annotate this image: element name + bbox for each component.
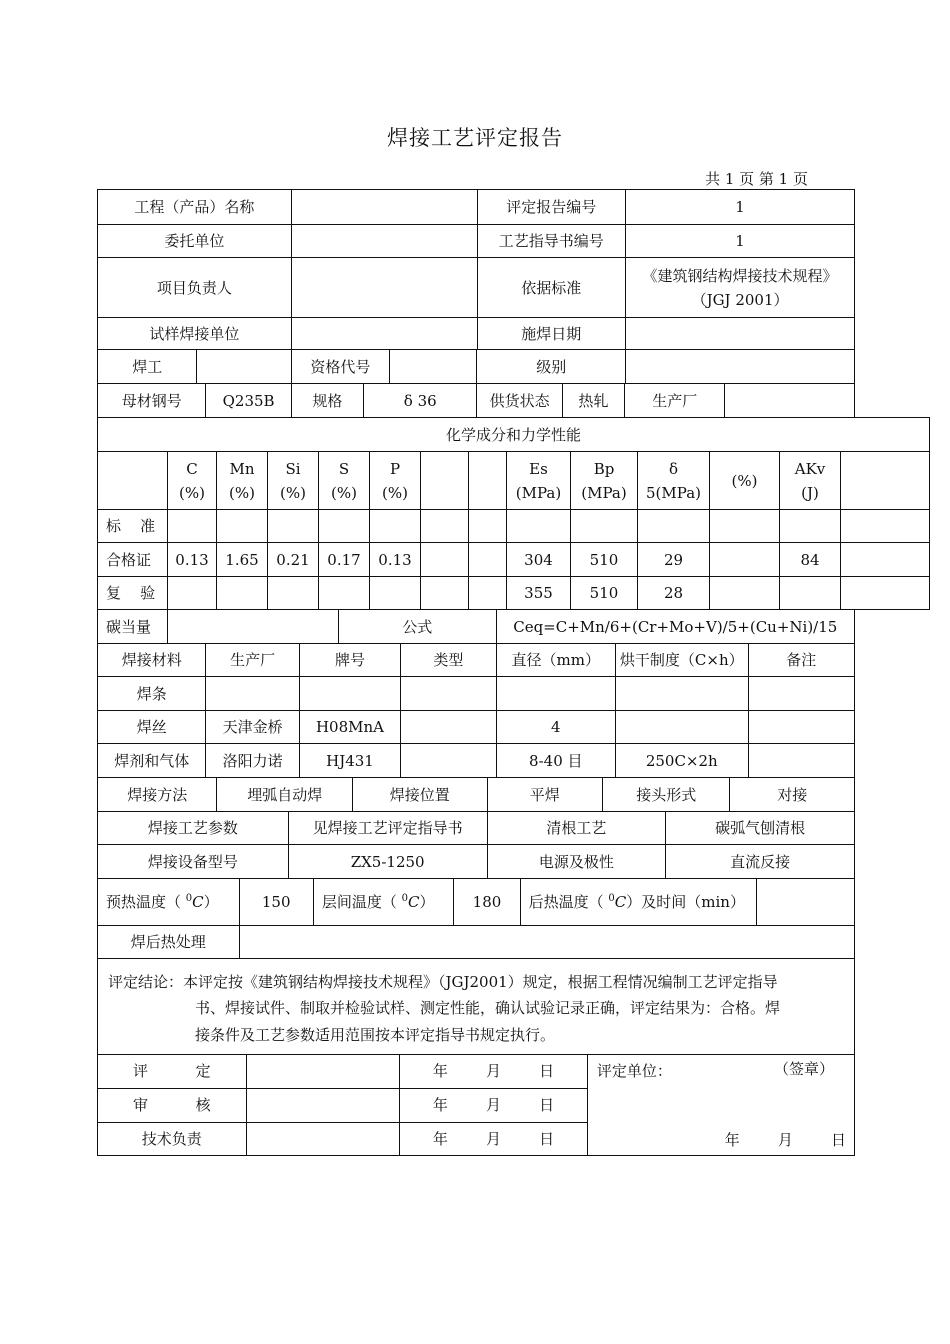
signoff-date: 年 月 日 (400, 1054, 588, 1088)
chem-row-label: 标 准 (98, 510, 168, 543)
table-row (98, 711, 855, 744)
signoff-name (246, 1122, 400, 1155)
chem-header: Si (%) (268, 452, 319, 510)
chem-cell (217, 510, 268, 543)
method-label: 焊接方法 (98, 778, 217, 812)
chem-title: 化学成分和力学性能 (98, 418, 930, 452)
client-value (291, 225, 477, 258)
chem-cell (421, 577, 469, 610)
steel-grade-label: 母材钢号 (98, 384, 206, 418)
chem-header-blank (98, 452, 168, 510)
equip-label: 焊接设备型号 (98, 845, 289, 879)
material-cell: 天津金桥 (206, 711, 299, 744)
conclusion-table (97, 958, 855, 1055)
client-label: 委托单位 (98, 225, 292, 258)
chem-cell (319, 577, 370, 610)
report-sheet (97, 189, 855, 1156)
chem-row-label: 合格证 (98, 543, 168, 577)
position-value: 平焊 (487, 778, 602, 812)
material-cell (299, 677, 400, 711)
guide-no-value: 1 (626, 225, 855, 258)
chem-header: δ 5(MPa) (638, 452, 710, 510)
material-cell (748, 744, 854, 778)
signoff-name (246, 1088, 400, 1122)
conclusion-line1: 评定结论：本评定按《建筑钢结构焊接技术规程》（JGJ2001）规定，根据工程情况编制工艺评定指导 (108, 973, 778, 991)
supply-value: 热轧 (562, 384, 624, 418)
material-cell (616, 677, 749, 711)
steel-table (97, 383, 855, 418)
material-cell: H08MnA (299, 711, 400, 744)
power-value: 直流反接 (666, 845, 855, 879)
conclusion-line2: 书、焊接试件、制取并检验试样、测定性能，确认试验记录正确，评定结果为：合格。焊 (195, 999, 781, 1018)
chem-cell (710, 577, 780, 610)
chem-cell (469, 577, 507, 610)
chem-cell (370, 510, 421, 543)
welder-value (197, 350, 291, 384)
pwht-label: 焊后热处理 (98, 926, 240, 959)
chem-header: C (%) (168, 452, 217, 510)
standard-label: 依据标准 (477, 258, 626, 318)
cert-value (390, 350, 477, 384)
material-cell (496, 677, 615, 711)
temp-table (97, 878, 855, 926)
chem-cell (841, 510, 930, 543)
project-label: 工程（产品）名称 (98, 190, 292, 225)
postheat-value (756, 879, 854, 926)
report-no-label: 评定报告编号 (477, 190, 626, 225)
signoff-name (246, 1054, 400, 1088)
standard-line1: 《建筑钢结构焊接技术规程》 (642, 266, 838, 285)
chem-cell: 0.13 (168, 543, 217, 577)
joint-value: 对接 (730, 778, 855, 812)
chem-cell: 510 (571, 577, 638, 610)
signoff-date: 年 月 日 (400, 1088, 588, 1122)
conclusion-line3: 接条件及工艺参数适用范围按本评定指导书规定执行。 (195, 1025, 556, 1044)
conclusion-text (98, 959, 855, 1055)
chem-cell (469, 543, 507, 577)
signoff-row (98, 1054, 855, 1088)
preheat-value: 150 (239, 879, 313, 926)
table-row (98, 543, 930, 577)
maker-label: 生产厂 (625, 384, 725, 418)
chem-cell (841, 543, 930, 577)
chem-header: S (%) (319, 452, 370, 510)
material-cell (401, 677, 496, 711)
guide-no-label: 工艺指导书编号 (477, 225, 626, 258)
material-cell: 250C×2h (616, 744, 749, 778)
signoff-table (97, 1054, 855, 1156)
manager-value (291, 258, 477, 318)
formula-value: Ceq=C+Mn/6+(Cr+Mo+V)/5+(Cu+Ni)/15 (496, 610, 854, 644)
method-value: 埋弧自动焊 (217, 778, 353, 812)
params-table (97, 811, 855, 879)
material-cell: 焊丝 (98, 711, 206, 744)
chem-header (469, 452, 507, 510)
chem-cell: 84 (780, 543, 841, 577)
chem-cell (268, 577, 319, 610)
signoff-label: 审 核 (98, 1088, 247, 1122)
unit-label: 评定单位： (596, 1061, 672, 1080)
unit-date: 年 月 日 (724, 1130, 846, 1149)
chem-cell (319, 510, 370, 543)
spec-label: 规格 (291, 384, 363, 418)
material-cell (206, 677, 299, 711)
preheat-label: 预热温度（ $^0$C） (98, 879, 240, 926)
chem-cell: 0.21 (268, 543, 319, 577)
signoff-label: 评 定 (98, 1054, 247, 1088)
material-cell (616, 711, 749, 744)
material-header: 直径（mm） (496, 644, 615, 677)
chem-cell (421, 510, 469, 543)
manager-label: 项目负责人 (98, 258, 292, 318)
chem-cell (168, 577, 217, 610)
postheat-label: 后热温度（ $^0$C）及时间（min） (520, 879, 756, 926)
report-title: 焊接工艺评定报告 (387, 126, 563, 150)
chem-cell: 510 (571, 543, 638, 577)
clean-value: 碳弧气刨清根 (666, 812, 855, 845)
chem-cell: 304 (507, 543, 571, 577)
chem-header (421, 452, 469, 510)
level-value (626, 350, 855, 384)
table-row (98, 744, 855, 778)
chem-header: Bp (MPa) (571, 452, 638, 510)
material-header: 备注 (748, 644, 854, 677)
table-row (98, 677, 855, 711)
chem-cell (780, 510, 841, 543)
weld-date-value (626, 318, 855, 350)
signoff-date: 年 月 日 (400, 1122, 588, 1155)
chem-table (97, 417, 930, 610)
table-row (98, 510, 930, 543)
material-header: 焊接材料 (98, 644, 206, 677)
material-cell: 洛阳力诺 (206, 744, 299, 778)
unit-seal-cell (587, 1054, 854, 1155)
equip-value: ZX5-1250 (288, 845, 487, 879)
material-header: 生产厂 (206, 644, 299, 677)
spec-value: δ 36 (364, 384, 477, 418)
weld-date-label: 施焊日期 (477, 318, 626, 350)
cert-label: 资格代号 (291, 350, 389, 384)
power-label: 电源及极性 (487, 845, 666, 879)
chem-cell (168, 510, 217, 543)
material-header: 类型 (401, 644, 496, 677)
chem-cell (370, 577, 421, 610)
chem-cell (469, 510, 507, 543)
material-table (97, 643, 855, 778)
chem-cell (571, 510, 638, 543)
clean-label: 清根工艺 (487, 812, 666, 845)
welder-label: 焊工 (98, 350, 197, 384)
joint-label: 接头形式 (602, 778, 730, 812)
chem-cell (710, 543, 780, 577)
chem-header: AKv (J) (780, 452, 841, 510)
chem-cell: 1.65 (217, 543, 268, 577)
seal-label: （签章） (773, 1059, 834, 1078)
chem-header: (%) (710, 452, 780, 510)
chem-cell (217, 577, 268, 610)
chem-cell: 28 (638, 577, 710, 610)
welder-table (97, 349, 855, 384)
pwht-table (97, 925, 855, 959)
chem-header: P (%) (370, 452, 421, 510)
material-cell (748, 711, 854, 744)
chem-cell (268, 510, 319, 543)
material-cell: 焊条 (98, 677, 206, 711)
report-no-value: 1 (626, 190, 855, 225)
material-cell (401, 744, 496, 778)
formula-label: 公式 (338, 610, 496, 644)
material-header: 烘干制度（C×h） (616, 644, 749, 677)
chem-cell: 29 (638, 543, 710, 577)
chem-cell: 355 (507, 577, 571, 610)
material-header: 牌号 (299, 644, 400, 677)
standard-value (626, 258, 855, 318)
material-cell: 4 (496, 711, 615, 744)
chem-header-blank (841, 452, 930, 510)
supply-label: 供货状态 (477, 384, 562, 418)
chem-cell: 0.17 (319, 543, 370, 577)
info-table (97, 189, 855, 350)
sample-unit-value (291, 318, 477, 350)
page-info: 共 1 页 第 1 页 (705, 170, 808, 188)
steel-grade-value: Q235B (206, 384, 291, 418)
chem-row-label: 复 验 (98, 577, 168, 610)
carbon-table (97, 609, 855, 644)
material-cell (401, 711, 496, 744)
chem-cell (421, 543, 469, 577)
chem-cell (507, 510, 571, 543)
standard-line2: （JGJ 2001） (691, 290, 789, 309)
position-label: 焊接位置 (353, 778, 488, 812)
material-cell (748, 677, 854, 711)
params-label: 焊接工艺参数 (98, 812, 289, 845)
level-label: 级别 (477, 350, 626, 384)
method-table (97, 777, 855, 812)
chem-cell (710, 510, 780, 543)
signoff-label: 技术负责 (98, 1122, 247, 1155)
params-value: 见焊接工艺评定指导书 (288, 812, 487, 845)
chem-cell (638, 510, 710, 543)
interpass-value: 180 (454, 879, 520, 926)
chem-header: Es (MPa) (507, 452, 571, 510)
maker-value (725, 384, 855, 418)
pwht-value (239, 926, 854, 959)
sample-unit-label: 试样焊接单位 (98, 318, 292, 350)
material-cell: 焊剂和气体 (98, 744, 206, 778)
chem-cell (841, 577, 930, 610)
interpass-label: 层间温度（ $^0$C） (313, 879, 454, 926)
material-cell: 8-40 目 (496, 744, 615, 778)
chem-header: Mn (%) (217, 452, 268, 510)
material-cell: HJ431 (299, 744, 400, 778)
chem-cell: 0.13 (370, 543, 421, 577)
table-row (98, 577, 930, 610)
carbon-value (168, 610, 339, 644)
project-value (291, 190, 477, 225)
carbon-label: 碳当量 (98, 610, 168, 644)
chem-cell (780, 577, 841, 610)
